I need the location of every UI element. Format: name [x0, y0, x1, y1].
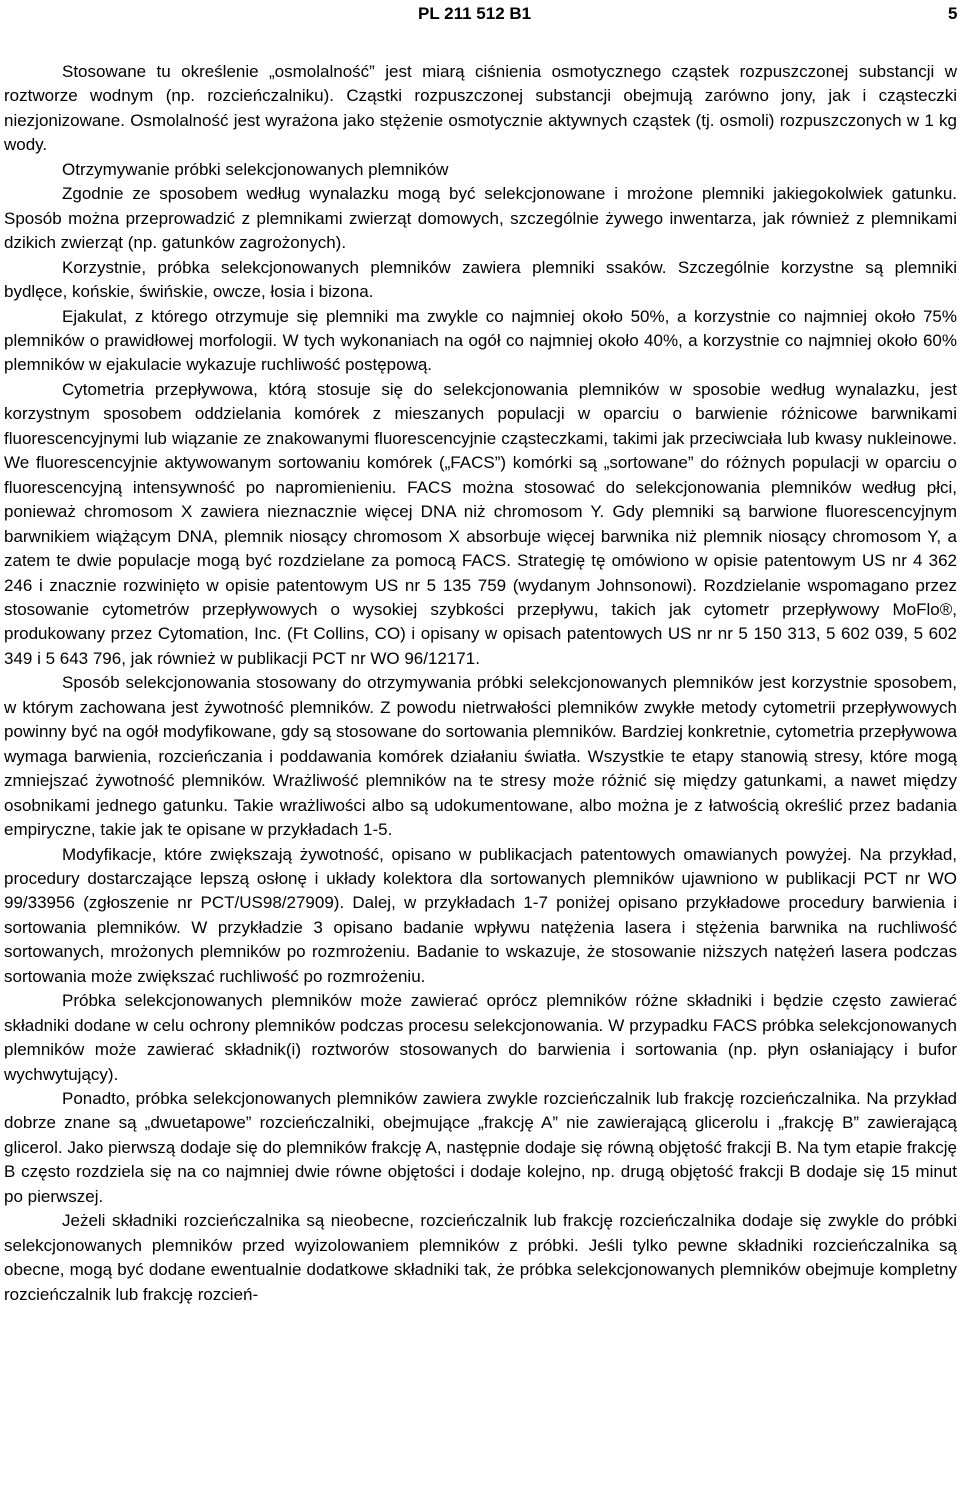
paragraph-diluent: Ponadto, próbka selekcjonowanych plemników zawiera zwykle rozcieńczalnik lub frakcję rozcieńczalnika. Na przykład dobrze znane są „dwuetapowe” rozcieńczalniki, obejmujące „frakcję A” nie zawierającą glicerolu i „frakcję B” zawierającą glicerol. Jako pierwszą dodaje się do plemników frakcję A, następnie dodaje się równą objętość frakcji B. Na tym etapie frakcję B często rozdziela się na co najmniej dwie równe objętości i dodaje kolejno, np. drugą objętość frakcji B dodaje się 15 minut po pierwszej.: [4, 1089, 957, 1206]
page-header: [0, 4, 960, 24]
page-number: 5: [948, 4, 958, 23]
paragraph-modifications: Modyfikacje, które zwiększają żywotność, opisano w publikacjach patentowych omawianych powyżej. Na przykład, procedury dostarczające lepszą osłonę i układy kolektora dla sortowanych plemników ujawniono w publikacji PCT nr WO 99/33956 (zgłoszenie nr PCT/US98/27909). Dalej, w przykładach 1-7 poniżej opisano przykładowe procedury barwienia i sortowania plemników. W przykładzie 3 opisano badanie wpływu natężenia lasera i stężenia barwnika na ruchliwość sortowanych, mrożonych plemników po rozmrożeniu. Badanie to wskazuje, że stosowanie niższych natężeń lasera podczas sortowania może zwiększać ruchliwość po rozmrożeniu.: [4, 844, 957, 986]
body-text: [4, 60, 957, 1307]
paragraph-osmolality: Stosowane tu określenie „osmolalność” jest miarą ciśnienia osmotycznego cząstek rozpuszczonej substancji w roztworze wodnym (np. rozcieńczalniku). Cząstki rozpuszczonej substancji obejmują zarówno jony, jak i cząsteczki niezjonizowane. Osmolalność jest wyrażona jako stężenie osmotycznie aktywnych cząstek (tj. osmoli) rozpuszczonych w 1 kg wody.: [4, 62, 957, 155]
patent-number: PL 211 512 B1: [418, 4, 532, 23]
paragraph-components: Próbka selekcjonowanych plemników może zawierać oprócz plemników różne składniki i będzie często zawierać składniki dodane w celu ochrony plemników podczas procesu selekcjonowania. W przypadku FACS próbka selekcjonowanych plemników może zawierać składnik(i) roztworów stosowanych do barwienia i sortowania (np. płyn osłaniający i bufor wychwytujący).: [4, 991, 957, 1084]
paragraph-diluent-addition: Jeżeli składniki rozcieńczalnika są nieobecne, rozcieńczalnik lub frakcję rozcieńczalnika dodaje się zwykle do próbki selekcjonowanych plemników przed wyizolowaniem plemników z próbki. Jeśli tylko pewne składniki rozcieńczalnika są obecne, mogą być dodane ewentualnie dodatkowe składniki tak, że próbka selekcjonowanych plemników obejmuje kompletny rozcieńczalnik lub frakcję rozcień-: [4, 1211, 957, 1304]
section-heading: Otrzymywanie próbki selekcjonowanych plemników: [62, 159, 449, 179]
paragraph-cytometry: Cytometria przepływowa, którą stosuje się do selekcjonowania plemników w sposobie według wynalazku, jest korzystnym sposobem oddzielania komórek z mieszanych populacji w oparciu o barwienie różnicowe barwnikami fluorescencyjnymi lub wiązanie ze znakowanymi fluorescencyjnie cząsteczkami, takimi jak przeciwciała lub kwasy nukleinowe. We fluorescencyjnie aktywowanym sortowaniu komórek („FACS”) komórki są „sortowane” do różnych populacji w oparciu o fluorescencyjną intensywność po napromienieniu. FACS można stosować do selekcjonowania plemników według płci, ponieważ chromosom X zawiera nieznacznie więcej DNA niż chromosom Y. Gdy plemniki są barwione fluorescencyjnym barwnikiem wiążącym DNA, plemnik niosący chromosom X absorbuje więcej barwnika niż plemnik niosący chromosom Y, a zatem te dwie populacje mogą być rozdzielane za pomocą FACS. Strategię tę omówiono w opisie patentowym US nr 4 362 246 i znacznie rozwinięto w opisie patentowym US nr 5 135 759 (wydanym Johnsonowi). Rozdzielanie wspomagano przez stosowanie cytometrów przepływowych o wysokiej szybkości przepływu, takich jak cytometr przepływowy MoFlo®, produkowany przez Cytomation, Inc. (Ft Collins, CO) i opisany w opisach patentowych US nr nr 5 150 313, 5 602 039, 5 602 349 i 5 643 796, jak również w publikacji PCT nr WO 96/12171.: [4, 379, 957, 668]
paragraph-viability: Sposób selekcjonowania stosowany do otrzymywania próbki selekcjonowanych plemników jest korzystnie sposobem, w którym zachowana jest żywotność plemników. Z powodu nietrwałości plemników zwykłe metody cytometrii przepływowych powinny być na ogół modyfikowane, gdy są stosowane do sortowania plemników. Bardziej konkretnie, cytometria przepływowa wymaga barwienia, rozcieńczania i poddawania komórek działaniu światła. Wszystkie te etapy stanowią stresy, które mogą zmniejszać żywotność plemników. Wrażliwość plemników na te stresy może różnić się między gatunkami, a nawet między osobnikami jednego gatunku. Takie wrażliwości albo są udokumentowane, albo można je z łatwością określić przez badania empiryczne, takie jak te opisane w przykładach 1-5.: [4, 673, 957, 840]
paragraph-ejaculate: Ejakulat, z którego otrzymuje się plemniki ma zwykle co najmniej około 50%, a korzystnie co najmniej około 75% plemników o prawidłowej morfologii. W tych wykonaniach na ogół co najmniej około 40%, a korzystnie co najmniej około 60% plemników w ejakulacie wykazuje ruchliwość postępową.: [4, 306, 957, 375]
paragraph-species: Zgodnie ze sposobem według wynalazku mogą być selekcjonowane i mrożone plemniki jakiegokolwiek gatunku. Sposób można przeprowadzić z plemnikami zwierząt domowych, szczególnie żywego inwentarza, jak również z plemnikami dzikich zwierząt (np. gatunków zagrożonych).: [4, 184, 957, 253]
paragraph-mammals: Korzystnie, próbka selekcjonowanych plemników zawiera plemniki ssaków. Szczególnie korzystne są plemniki bydlęce, końskie, świńskie, owcze, łosia i bizona.: [4, 257, 957, 302]
